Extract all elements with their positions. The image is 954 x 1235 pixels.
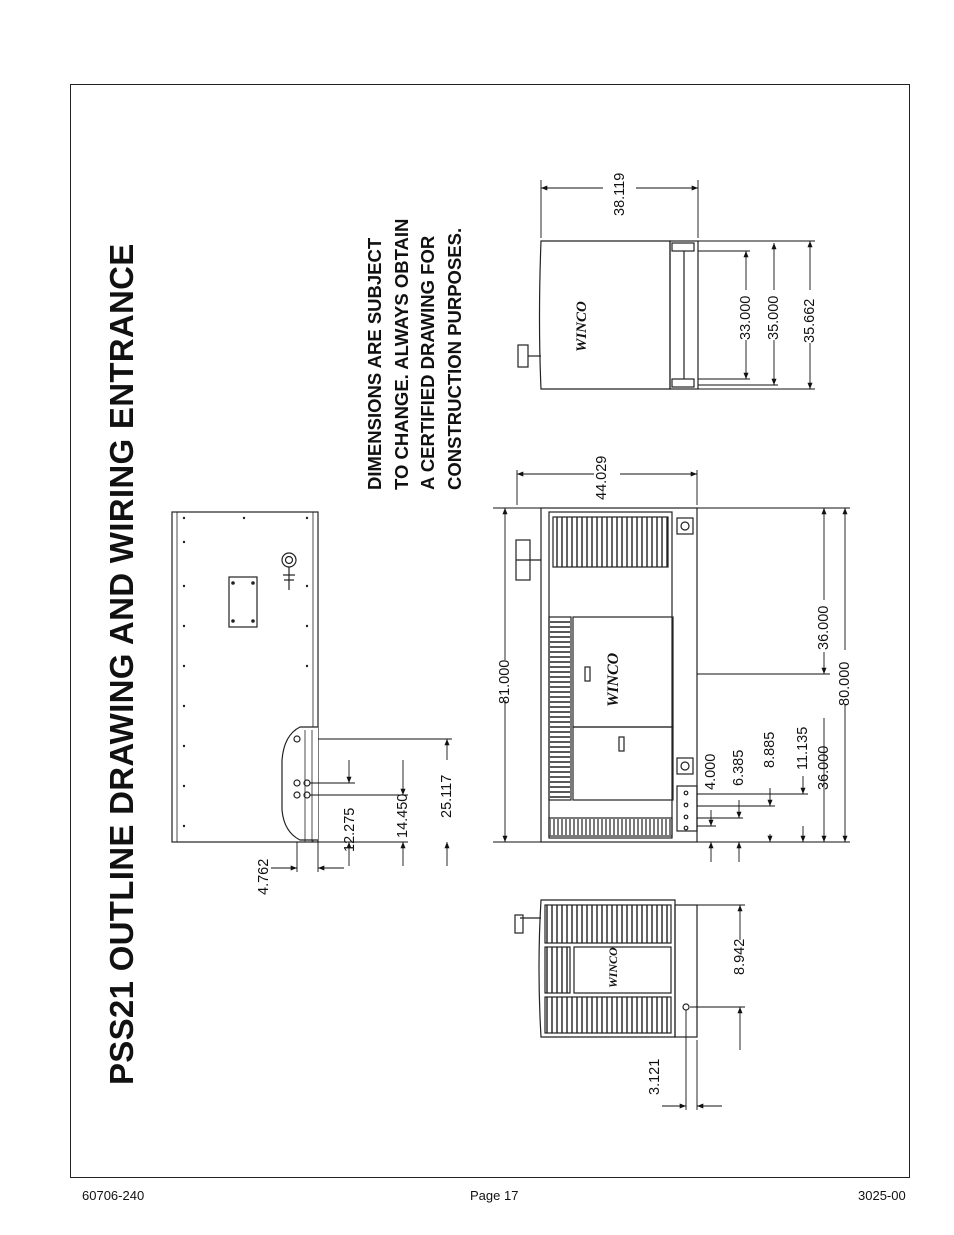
dim-6-385: 6.385: [731, 749, 747, 786]
end-view: [518, 241, 698, 389]
dim-80-000: 80.000: [837, 661, 853, 706]
dim-36-000-b: 36.000: [816, 745, 832, 790]
dim-12-275: 12.275: [342, 807, 358, 852]
dim-81-000: 81.000: [497, 659, 513, 704]
note-line-1: DIMENSIONS ARE SUBJECT: [364, 237, 385, 490]
dim-44-029: 44.029: [594, 455, 610, 500]
dim-14-450: 14.450: [395, 793, 411, 838]
dim-4-000: 4.000: [703, 753, 719, 790]
dim-36-000-a: 36.000: [816, 605, 832, 650]
footer-page-number: Page 17: [470, 1188, 519, 1203]
dim-33-000: 33.000: [738, 295, 754, 340]
footer-doc-number: 60706-240: [82, 1188, 145, 1203]
end-view-brand-logo: WINCO: [574, 301, 590, 352]
note-line-3: A CERTIFIED DRAWING FOR: [417, 235, 438, 490]
side-view: [172, 512, 318, 842]
page-title: PSS21 OUTLINE DRAWING AND WIRING ENTRANCE: [103, 243, 140, 1085]
dim-3-121: 3.121: [647, 1058, 663, 1095]
dim-35-000: 35.000: [766, 295, 782, 340]
dim-25-117: 25.117: [439, 774, 455, 818]
dim-38-119: 38.119: [612, 172, 628, 216]
footer-revision: 3025-00: [858, 1188, 906, 1203]
dim-35-662: 35.662: [802, 298, 818, 343]
dim-11-135: 11.135: [795, 726, 811, 770]
front-bottom-louvers: [550, 819, 671, 835]
dim-8-885: 8.885: [762, 731, 778, 768]
front-brand-logo: WINCO: [605, 652, 622, 707]
front-side-louvers: [550, 618, 570, 799]
dim-4-762: 4.762: [256, 858, 272, 895]
dim-8-942: 8.942: [732, 938, 748, 975]
note-line-2: TO CHANGE. ALWAYS OBTAIN: [390, 218, 412, 490]
dimensions-note: [362, 219, 468, 490]
rear-view-brand-logo: WINCO: [606, 947, 620, 988]
note-line-4: CONSTRUCTION PURPOSES.: [443, 227, 465, 490]
